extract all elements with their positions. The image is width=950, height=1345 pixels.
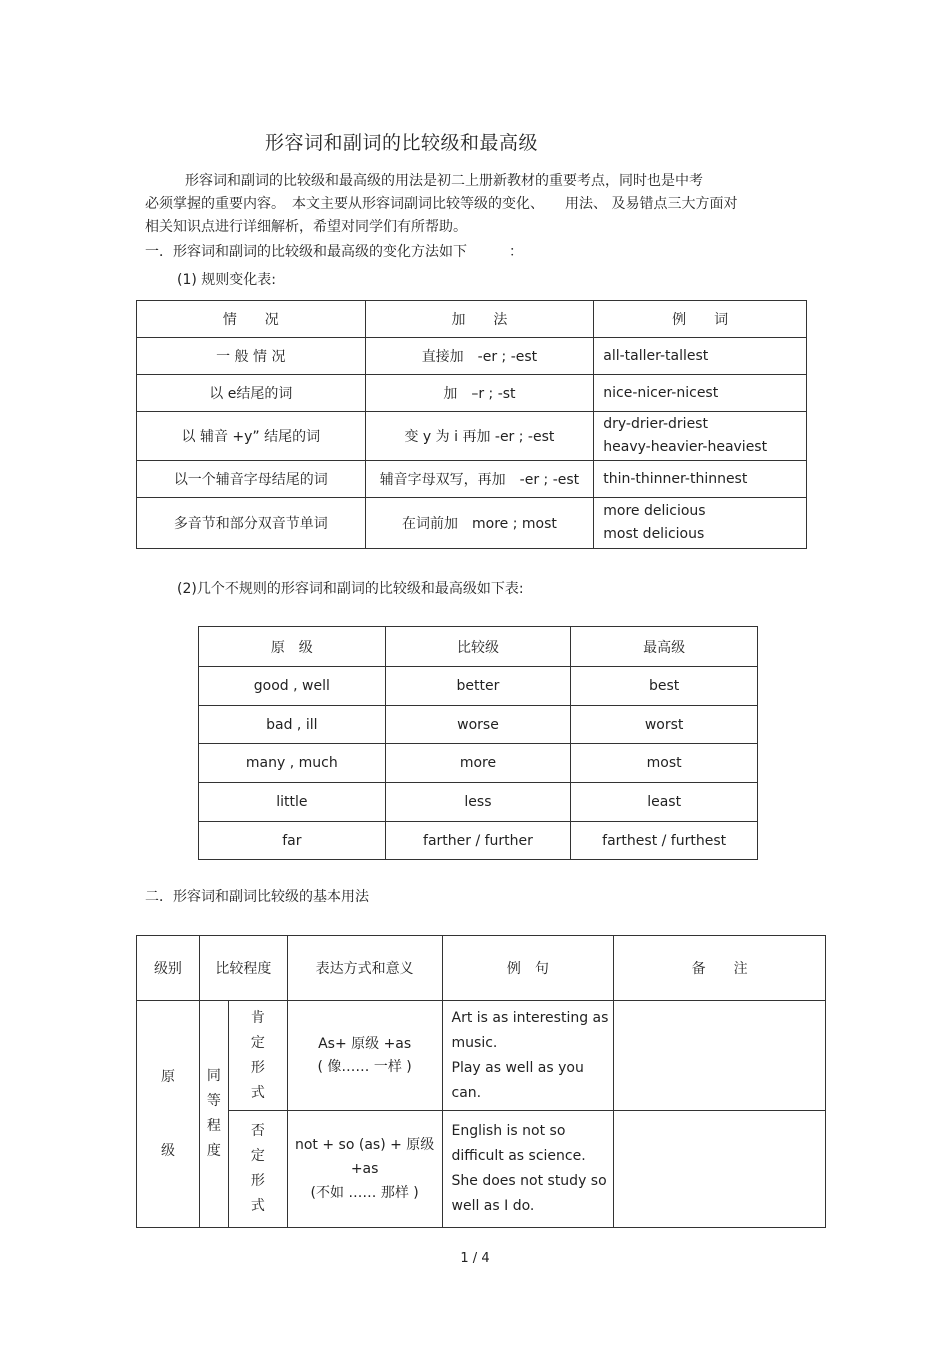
- case-cell: 以 e结尾的词: [137, 375, 366, 412]
- case-cell: 多音节和部分双音节单词: [137, 498, 366, 549]
- header-superlative: 最高级: [571, 627, 758, 667]
- table-row: [199, 706, 758, 744]
- header-positive: 原 级: [199, 627, 386, 667]
- expression-line: not + so (as) + 原级: [294, 1137, 435, 1153]
- usage-table: [136, 935, 826, 1228]
- form-char: 肯: [250, 1009, 265, 1026]
- case-cell: 以一个辅音字母结尾的词: [137, 461, 366, 498]
- header-degree: 比较程度: [199, 936, 287, 1001]
- table-row: [137, 1001, 826, 1111]
- degree-char: 度: [206, 1143, 221, 1159]
- example-cell: [442, 1111, 614, 1228]
- example-line: more delicious: [603, 503, 706, 519]
- regular-change-table: [136, 300, 807, 549]
- header-note: 备 注: [614, 936, 826, 1001]
- header-level: 级别: [137, 936, 200, 1001]
- example-line: English is not so: [451, 1123, 566, 1139]
- method-cell: 加 –r ; -st: [365, 375, 594, 412]
- positive-cell: bad , ill: [199, 706, 386, 744]
- level-cell: [137, 1001, 200, 1228]
- section-2-heading: 二．形容词和副词比较级的基本用法: [145, 889, 369, 905]
- table-row: [137, 412, 807, 461]
- table-header-row: [199, 627, 758, 667]
- table-row: [199, 667, 758, 706]
- expression-line: ( 像…… 一样 ): [317, 1058, 412, 1075]
- expression-line: (不如 …… 那样 ): [310, 1185, 419, 1201]
- form-char: 形: [250, 1059, 265, 1076]
- expression-cell: [287, 1111, 442, 1228]
- header-case: 情 况: [137, 301, 366, 338]
- subheading-irregular: (2)几个不规则的形容词和副词的比较级和最高级如下表:: [177, 581, 524, 597]
- form-char: 式: [250, 1198, 265, 1214]
- level-char: 原: [160, 1068, 175, 1085]
- intro-line-1: 形容词和副词的比较级和最高级的用法是初二上册新教材的重要考点，同时也是中考: [185, 173, 703, 189]
- table-row: [199, 783, 758, 822]
- table-row: [137, 338, 807, 375]
- comparative-cell: more: [385, 744, 571, 783]
- form-char: 式: [250, 1084, 265, 1101]
- example-line: Art is as interesting as: [451, 1009, 609, 1026]
- table-row: [137, 1111, 826, 1228]
- comparative-cell: worse: [385, 706, 571, 744]
- expression-line: As+ 原级 +as: [318, 1035, 412, 1052]
- example-cell: [594, 412, 807, 461]
- superlative-cell: best: [571, 667, 758, 706]
- example-cell: [442, 1001, 614, 1111]
- note-cell: [614, 1111, 826, 1228]
- case-cell: 一 般 情 况: [137, 338, 366, 375]
- example-cell: [594, 498, 807, 549]
- method-cell: 变 y 为 i 再加 -er ; -est: [365, 412, 594, 461]
- page-title: 形容词和副词的比较级和最高级: [265, 132, 539, 154]
- page-number: 1 / 4: [460, 1251, 490, 1266]
- table-row: [137, 498, 807, 549]
- form-cell: [228, 1111, 287, 1228]
- example-line: most delicious: [603, 526, 705, 542]
- method-cell: 在词前加 more ; most: [365, 498, 594, 549]
- note-cell: [614, 1001, 826, 1111]
- case-cell: 以 辅音 +y” 结尾的词: [137, 412, 366, 461]
- form-char: 形: [250, 1173, 265, 1189]
- form-char: 否: [250, 1123, 265, 1139]
- comparative-cell: better: [385, 667, 571, 706]
- header-method: 加 法: [365, 301, 594, 338]
- expression-cell: [287, 1001, 442, 1111]
- degree-char: 等: [206, 1093, 221, 1109]
- superlative-cell: farthest / furthest: [571, 822, 758, 860]
- form-char: 定: [250, 1148, 265, 1164]
- positive-cell: many , much: [199, 744, 386, 783]
- table-row: [199, 822, 758, 860]
- header-expression: 表达方式和意义: [287, 936, 442, 1001]
- header-example: 例 句: [442, 936, 614, 1001]
- degree-char: 同: [206, 1068, 221, 1084]
- example-line: difficult as science.: [451, 1148, 586, 1164]
- form-cell: [228, 1001, 287, 1111]
- positive-cell: far: [199, 822, 386, 860]
- level-char: 级: [160, 1142, 175, 1159]
- example-line: can.: [451, 1084, 482, 1101]
- comparative-cell: less: [385, 783, 571, 822]
- example-cell: nice-nicer-nicest: [594, 375, 807, 412]
- superlative-cell: least: [571, 783, 758, 822]
- positive-cell: little: [199, 783, 386, 822]
- example-line: dry-drier-driest: [603, 416, 708, 432]
- comparative-cell: farther / further: [385, 822, 571, 860]
- positive-cell: good , well: [199, 667, 386, 706]
- table-row: [199, 744, 758, 783]
- section-1-heading: 一．形容词和副词的比较级和最高级的变化方法如下 ：: [145, 244, 523, 260]
- header-examples: 例 词: [594, 301, 807, 338]
- superlative-cell: most: [571, 744, 758, 783]
- degree-cell: [199, 1001, 228, 1228]
- intro-line-2: 必须掌握的重要内容。 本文主要从形容词副词比较等级的变化、 用法、 及易错点三大方面对: [145, 196, 738, 212]
- example-line: Play as well as you: [451, 1059, 584, 1076]
- example-line: heavy-heavier-heaviest: [603, 439, 768, 455]
- header-comparative: 比较级: [385, 627, 571, 667]
- expression-line: +as: [350, 1161, 379, 1177]
- superlative-cell: worst: [571, 706, 758, 744]
- example-line: She does not study so: [451, 1173, 607, 1189]
- intro-line-3: 相关知识点进行详细解析，希望对同学们有所帮助。: [145, 219, 467, 235]
- table-row: [137, 375, 807, 412]
- form-char: 定: [250, 1034, 265, 1051]
- table-header-row: [137, 936, 826, 1001]
- example-line: well as I do.: [451, 1198, 535, 1214]
- table-row: [137, 461, 807, 498]
- example-cell: thin-thinner-thinnest: [594, 461, 807, 498]
- example-cell: all-taller-tallest: [594, 338, 807, 375]
- irregular-table: [198, 626, 758, 860]
- subheading-regular: (1) 规则变化表:: [177, 272, 276, 288]
- method-cell: 直接加 -er ; -est: [365, 338, 594, 375]
- table-header-row: [137, 301, 807, 338]
- degree-char: 程: [206, 1118, 221, 1134]
- example-line: music.: [451, 1034, 498, 1051]
- method-cell: 辅音字母双写，再加 -er ; -est: [365, 461, 594, 498]
